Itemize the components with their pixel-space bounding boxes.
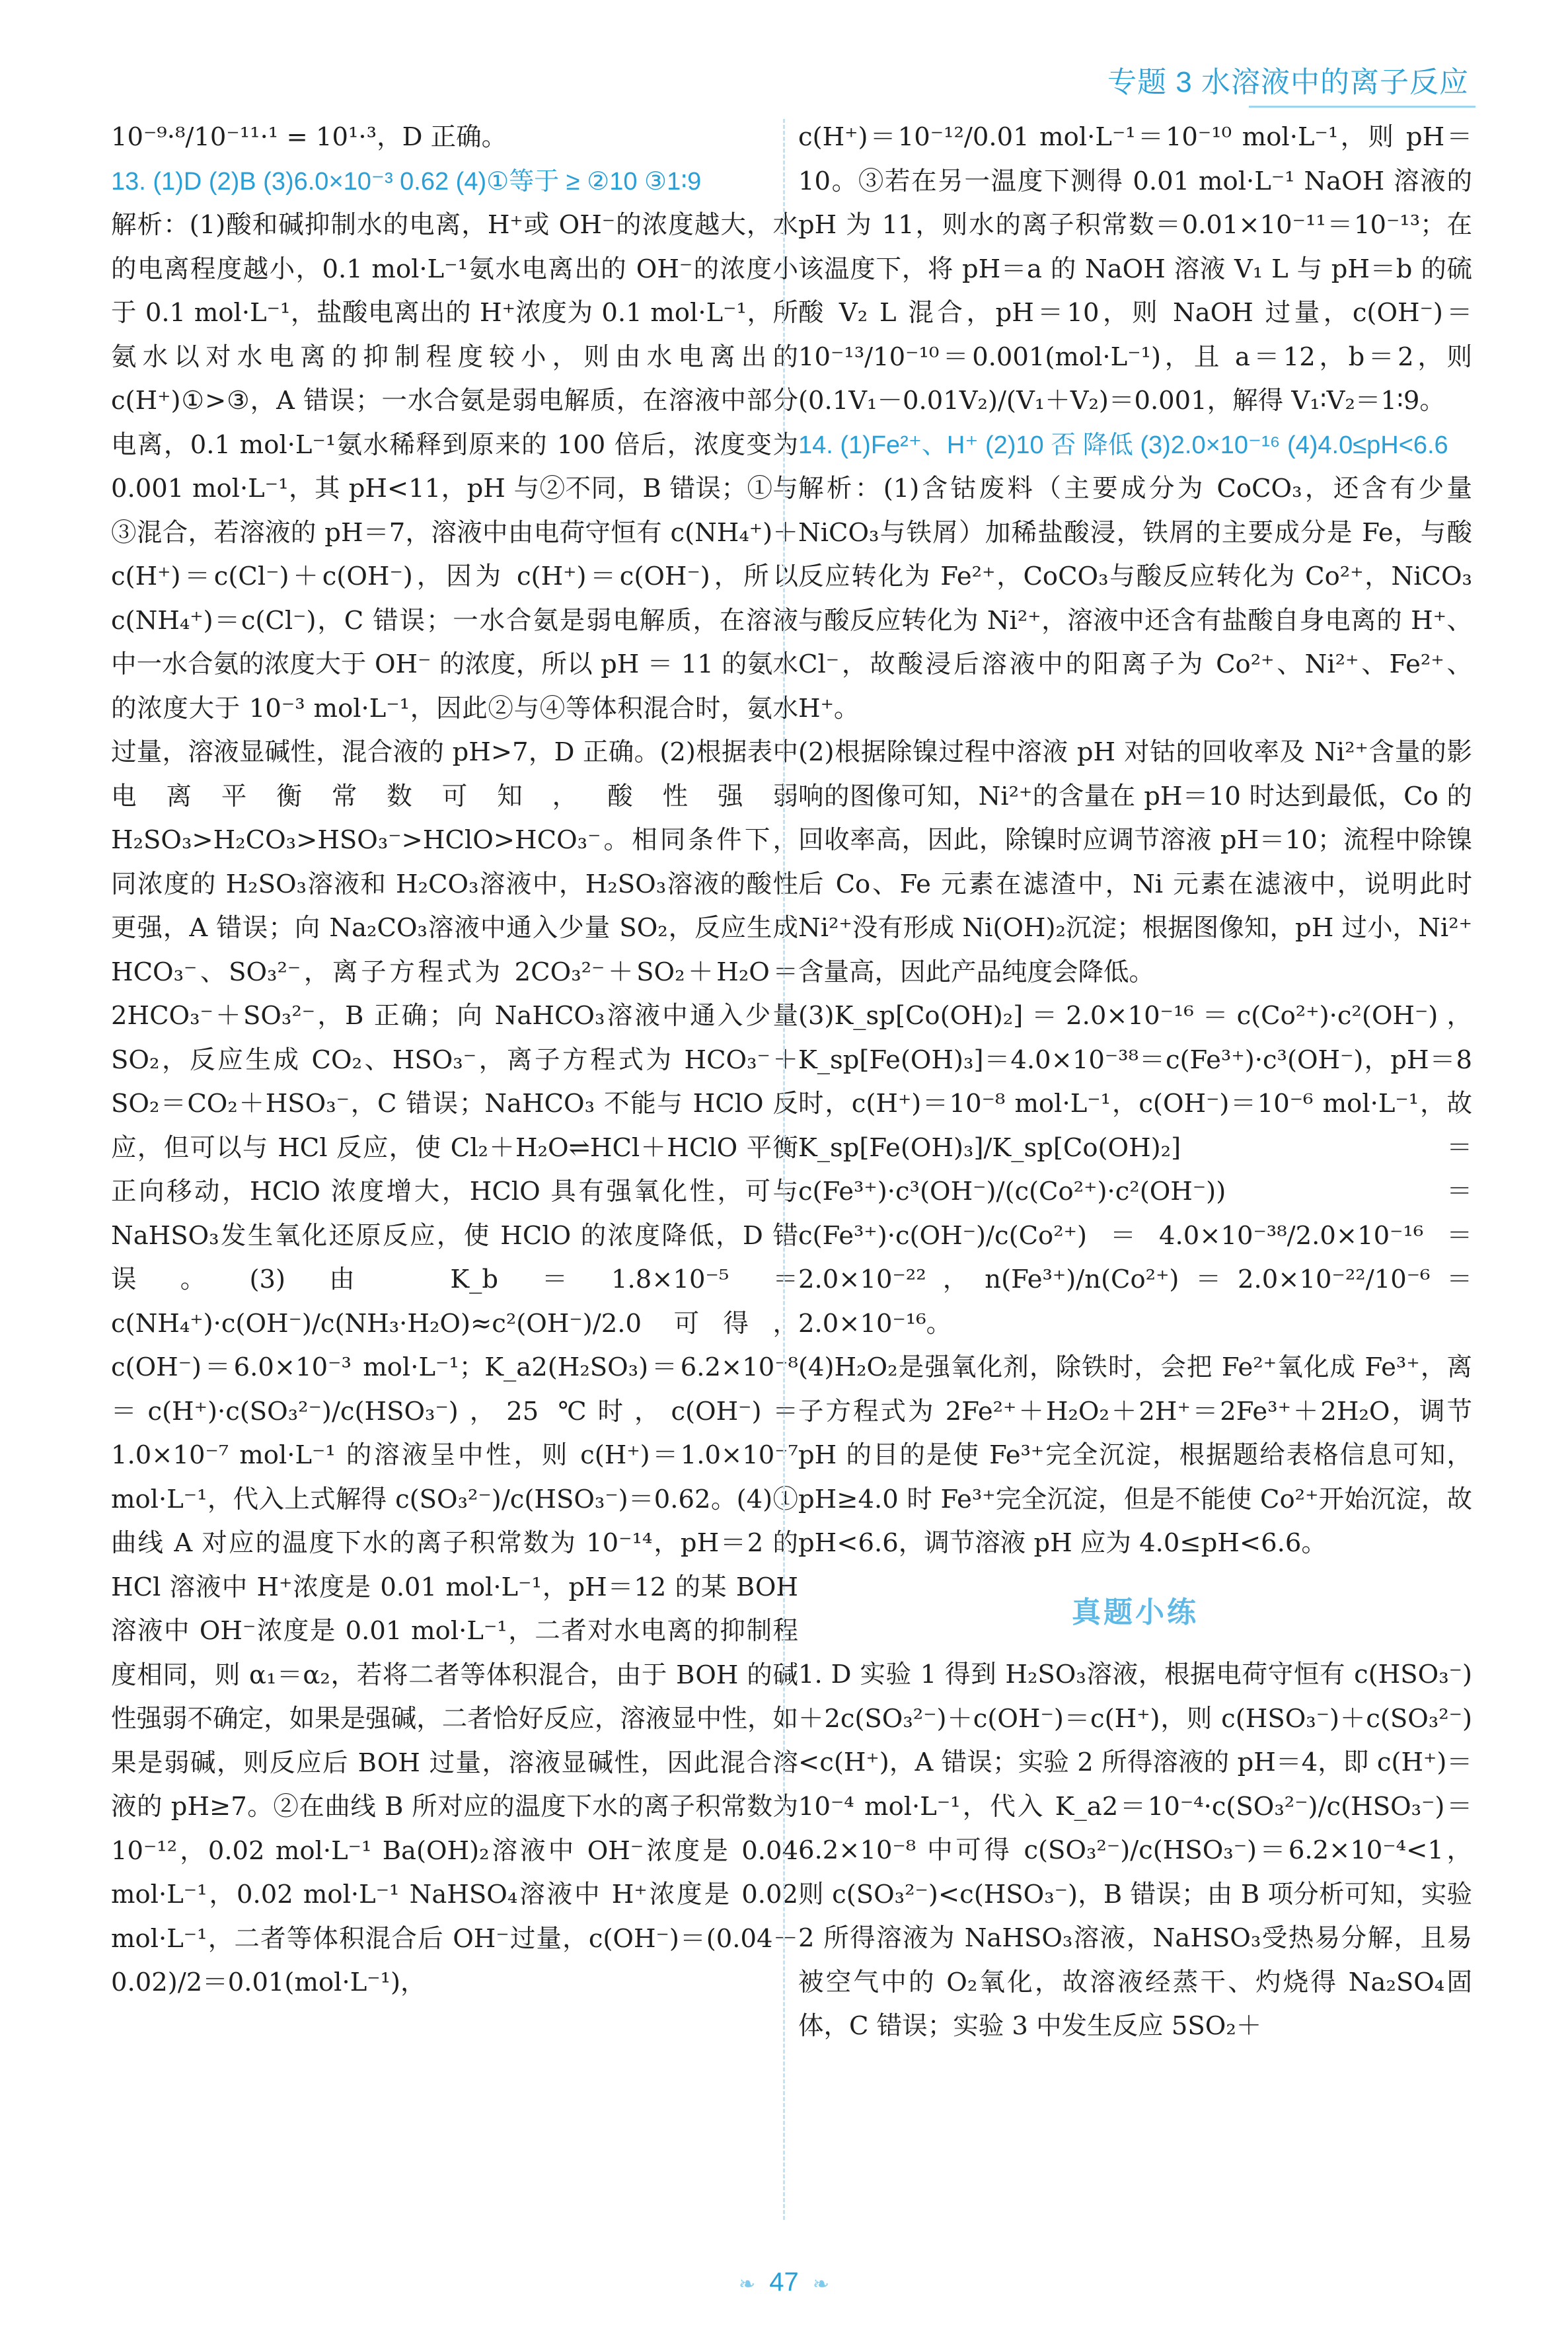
para-right-2: 解析：(1)含钴废料（主要成分为 CoCO₃，还含有少量 NiCO₃与铁屑）加稀盐酸浸，铁屑的主要成分是 Fe，与酸反应转化为 Fe²⁺，CoCO₃与酸反应转化为 Co²⁺，NiCO₃与酸反应转化为 Ni²⁺，溶液中还含有盐酸自身电离的 H⁺、Cl⁻，故酸浸后溶液中的阳离子为 Co²⁺、Ni²⁺、Fe²⁺、H⁺。 [798, 474, 1472, 723]
leaf-right-icon: ❧ [812, 2273, 830, 2295]
right-column [798, 116, 1472, 2049]
header-rule [1249, 106, 1475, 108]
leaf-left-icon: ❧ [738, 2273, 756, 2295]
para-right-3: (2)根据除镍过程中溶液 pH 对钴的回收率及 Ni²⁺含量的影响的图像可知，Ni²⁺的含量在 pH＝10 时达到最低，Co 的回收率高，因此，除镍时应调节溶液 pH＝10；流程中除镍后 Co、Fe 元素在滤渣中，Ni 元素在滤液中，说明此时 Ni²⁺没有形成 Ni(OH)₂沉淀；根据图像知，pH 过小，Ni²⁺含量高，因此产品纯度会降低。 [798, 737, 1472, 987]
column-divider [783, 119, 785, 2220]
para-right-7: 1. D 实验 1 得到 H₂SO₃溶液，根据电荷守恒有 c(HSO₃⁻)＋2c(SO₃²⁻)＋c(OH⁻)＝c(H⁺)，则 c(HSO₃⁻)＋c(SO₃²⁻)<c(H⁺)，A 错误；实验 2 所得溶液的 pH＝4，即 c(H⁺)＝10⁻⁴ mol·L⁻¹，代入 K_a2＝10⁻⁴·c(SO₃²⁻)/c(HSO₃⁻)＝6.2×10⁻⁸ 中可得 c(SO₃²⁻)/c(HSO₃⁻)＝6.2×10⁻⁴<1，则 c(SO₃²⁻)<c(HSO₃⁻)，B 错误；由 B 项分析可知，实验 2 所得溶液为 NaHSO₃溶液，NaHSO₃受热易分解，且易被空气中的 O₂氧化，故溶液经蒸干、灼烧得 Na₂SO₄固体，C 错误；实验 3 中发生反应 5SO₂＋ [798, 1660, 1472, 2041]
section-title: 真题小练 [1072, 1596, 1199, 1629]
page-number: 47 [769, 2268, 799, 2297]
answer-14: 14. (1)Fe²⁺、H⁺ (2)10 否 降低 (3)2.0×10⁻¹⁶ (4)4.0≤pH<6.6 [798, 431, 1448, 459]
para-left-0: 10⁻⁹·⁸/10⁻¹¹·¹ = 10¹·³，D 正确。 [111, 122, 507, 152]
para-left-2: 解析：(1)酸和碱抑制水的电离，H⁺或 OH⁻的浓度越大，水的电离程度越小，0.1 mol·L⁻¹氨水电离出的 OH⁻的浓度小于 0.1 mol·L⁻¹，盐酸电离出的 H⁺浓度为 0.1 mol·L⁻¹，所氨水以对水电离的抑制程度较小，则由水电离出的 c(H⁺)①>③，A 错误；一水合氨是弱电解质，在溶液中部分电离，0.1 mol·L⁻¹氨水稀释到原来的 100 倍后，浓度变为 0.001 mol·L⁻¹，其 pH<11，pH 与②不同，B 错误；①与③混合，若溶液的 pH＝7，溶液中由电荷守恒有 c(NH₄⁺)＋c(H⁺)＝c(Cl⁻)＋c(OH⁻)，因为 c(H⁺)＝c(OH⁻)，所以 c(NH₄⁺)＝c(Cl⁻)，C 错误；一水合氨是弱电解质，在溶液中一水合氨的浓度大于 OH⁻ 的浓度，所以 pH ＝ 11 的氨水的浓度大于 10⁻³ mol·L⁻¹，因此②与④等体积混合时，氨水过量，溶液显碱性，混合液的 pH>7，D 正确。(2)根据表中电离平衡常数可知，酸性强弱 H₂SO₃>H₂CO₃>HSO₃⁻>HClO>HCO₃⁻。相同条件下，同浓度的 H₂SO₃溶液和 H₂CO₃溶液中，H₂SO₃溶液的酸性更强，A 错误；向 Na₂CO₃溶液中通入少量 SO₂，反应生成 HCO₃⁻、SO₃²⁻，离子方程式为 2CO₃²⁻＋SO₂＋H₂O＝2HCO₃⁻＋SO₃²⁻，B 正确；向 NaHCO₃溶液中通入少量 SO₂，反应生成 CO₂、HSO₃⁻，离子方程式为 HCO₃⁻＋SO₂＝CO₂＋HSO₃⁻，C 错误；NaHCO₃ 不能与 HClO 反应，但可以与 HCl 反应，使 Cl₂＋H₂O⇌HCl＋HClO 平衡正向移动，HClO 浓度增大，HClO 具有强氧化性，可与 NaHSO₃发生氧化还原反应，使 HClO 的浓度降低，D 错误。(3)由 K_b＝1.8×10⁻⁵＝c(NH₄⁺)·c(OH⁻)/c(NH₃·H₂O)≈c²(OH⁻)/2.0 可得，c(OH⁻)＝6.0×10⁻³ mol·L⁻¹；K_a2(H₂SO₃)＝6.2×10⁻⁸＝c(H⁺)·c(SO₃²⁻)/c(HSO₃⁻)，25 ℃时，c(OH⁻)＝1.0×10⁻⁷ mol·L⁻¹ 的溶液呈中性，则 c(H⁺)＝1.0×10⁻⁷ mol·L⁻¹，代入上式解得 c(SO₃²⁻)/c(HSO₃⁻)＝0.62。(4)①曲线 A 对应的温度下水的离子积常数为 10⁻¹⁴，pH＝2 的 HCl 溶液中 H⁺浓度是 0.01 mol·L⁻¹，pH＝12 的某 BOH 溶液中 OH⁻浓度是 0.01 mol·L⁻¹，二者对水电离的抑制程度相同，则 α₁＝α₂，若将二者等体积混合，由于 BOH 的碱性强弱不确定，如果是强碱，二者恰好反应，溶液显中性，如果是弱碱，则反应后 BOH 过量，溶液显碱性，因此混合溶液的 pH≥7。②在曲线 B 所对应的温度下水的离子积常数为 10⁻¹²，0.02 mol·L⁻¹ Ba(OH)₂溶液中 OH⁻浓度是 0.04 mol·L⁻¹，0.02 mol·L⁻¹ NaHSO₄溶液中 H⁺浓度是 0.02 mol·L⁻¹，二者等体积混合后 OH⁻过量，c(OH⁻)＝(0.04－0.02)/2＝0.01(mol·L⁻¹)， [111, 210, 798, 1997]
para-right-5: (4)H₂O₂是强氧化剂，除铁时，会把 Fe²⁺氧化成 Fe³⁺，离子方程式为 2Fe²⁺＋H₂O₂＋2H⁺＝2Fe³⁺＋2H₂O，调节 pH 的目的是使 Fe³⁺完全沉淀，根据题给表格信息可知，pH≥4.0 时 Fe³⁺完全沉淀，但是不能使 Co²⁺开始沉淀，故 pH<6.6，调节溶液 pH 应为 4.0≤pH<6.6。 [798, 1352, 1472, 1558]
para-right-4: (3)K_sp[Co(OH)₂]＝2.0×10⁻¹⁶＝c(Co²⁺)·c²(OH⁻)，K_sp[Fe(OH)₃]＝4.0×10⁻³⁸＝c(Fe³⁺)·c³(OH⁻)，pH＝8 时，c(H⁺)＝10⁻⁸ mol·L⁻¹，c(OH⁻)＝10⁻⁶ mol·L⁻¹，故 K_sp[Fe(OH)₃]/K_sp[Co(OH)₂]＝c(Fe³⁺)·c³(OH⁻)/(c(Co²⁺)·c²(OH⁻))＝c(Fe³⁺)·c(OH⁻)/c(Co²⁺)＝4.0×10⁻³⁸/2.0×10⁻¹⁶＝2.0×10⁻²²，n(Fe³⁺)/n(Co²⁺)＝2.0×10⁻²²/10⁻⁶＝2.0×10⁻¹⁶。 [798, 1001, 1472, 1339]
para-right-0: c(H⁺)＝10⁻¹²/0.01 mol·L⁻¹＝10⁻¹⁰ mol·L⁻¹，则 pH＝10。③若在另一温度下测得 0.01 mol·L⁻¹ NaOH 溶液的 pH 为 11，则水的离子积常数＝0.01×10⁻¹¹＝10⁻¹³；在该温度下，将 pH＝a 的 NaOH 溶液 V₁ L 与 pH＝b 的硫酸 V₂ L 混合，pH＝10，则 NaOH 过量，c(OH⁻)＝10⁻¹³/10⁻¹⁰＝0.001(mol·L⁻¹)，且 a＝12，b＝2，则 (0.1V₁－0.01V₂)/(V₁＋V₂)＝0.001，解得 V₁∶V₂＝1∶9。 [798, 122, 1472, 416]
left-column [111, 116, 798, 2005]
header-title: 专题 3 水溶液中的离子反应 [1107, 66, 1469, 98]
answer-13: 13. (1)D (2)B (3)6.0×10⁻³ 0.62 (4)①等于 ≥ ②10 ③1∶9 [111, 167, 702, 196]
page-footer [0, 2268, 1568, 2297]
